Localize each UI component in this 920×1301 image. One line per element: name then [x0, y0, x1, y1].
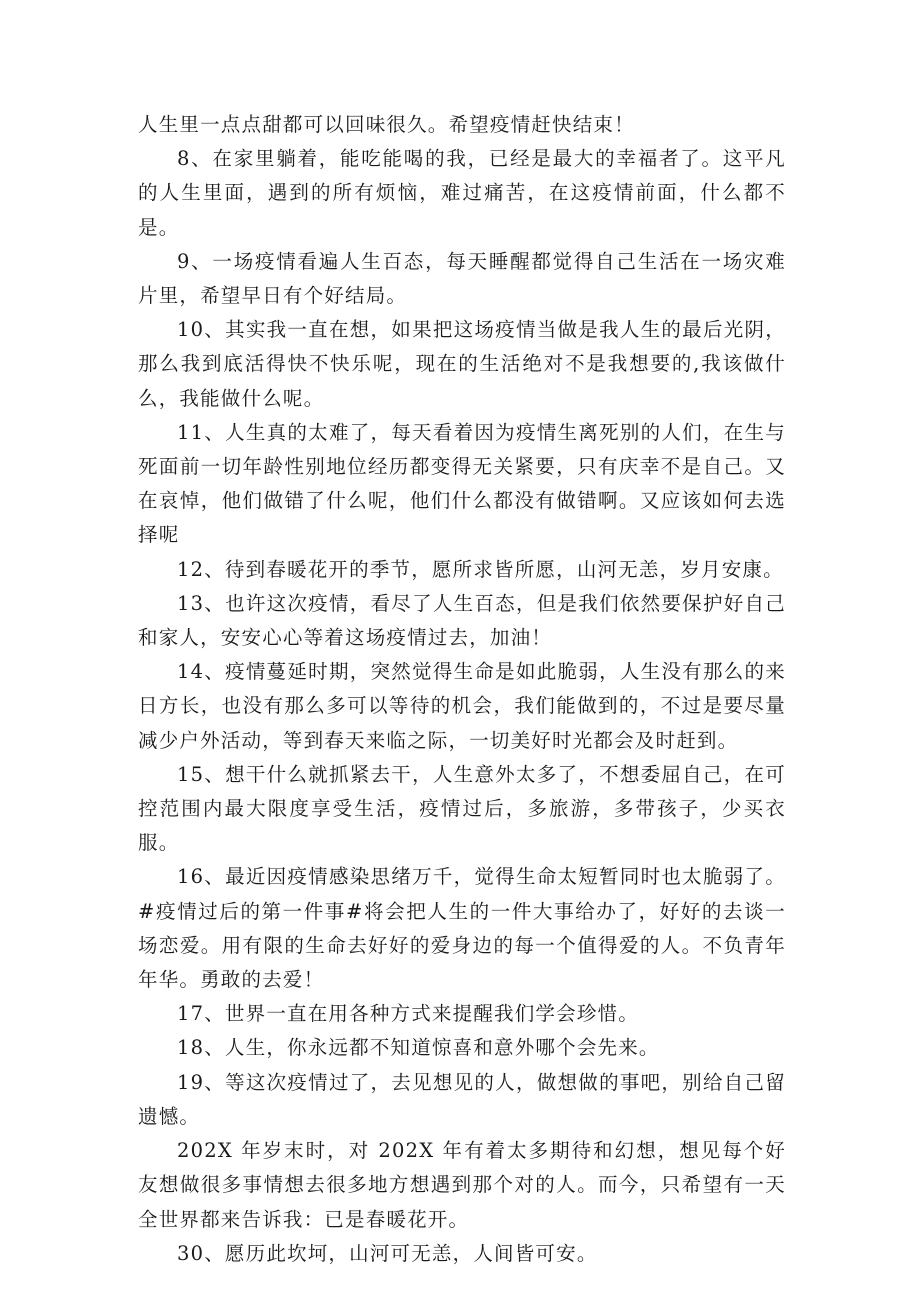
paragraph-17: 17、世界一直在用各种方式来提醒我们学会珍惜。 — [177, 1002, 639, 1026]
paragraph-15: 15、想干什么就抓紧去干，人生意外太多了，不想委屈自己，在可控范围内最大限度享受生活，疫情过后，多旅游，多带孩子，少买衣服。 — [138, 762, 786, 855]
paragraph-14: 14、疫情蔓延时期，突然觉得生命是如此脆弱，人生没有那么的来日方长，也没有那么多可以等待的机会，我们能做到的，不过是要尽量减少户外活动，等到春天来临之际，一切美好时光都会及时赶到。 — [138, 660, 786, 752]
paragraph-19: 19、等这次疫情过了，去见想见的人，做想做的事吧，别给自己留遗憾。 — [138, 1070, 786, 1128]
paragraph-9: 9、一场疫情看遍人生百态，每天睡醒都觉得自己生活在一场灾难片里，希望早日有个好结局。 — [138, 249, 786, 308]
paragraph-202x: 202X 年岁末时，对 202X 年有着太多期待和幻想，想见每个好友想做很多事情想去很多地方想遇到那个对的人。而今，只希望有一天全世界都来告诉我：已是春暖花开。 — [138, 1139, 786, 1231]
paragraph-18: 18、人生，你永远都不知道惊喜和意外哪个会先来。 — [177, 1036, 660, 1060]
paragraph-11: 11、人生真的太难了，每天看着因为疫情生离死别的人们，在生与死面前一切年龄性别地位经历都变得无关紧要，只有庆幸不是自己。又在哀悼，他们做错了什么呢，他们什么都没有做错啊。又应该如何去选择呢 — [138, 420, 786, 547]
paragraph-0: 人生里一点点甜都可以回味很久。希望疫情赶快结束！ — [138, 113, 635, 136]
paragraph-10: 10、其实我一直在想，如果把这场疫情当做是我人生的最后光阴，那么我到底活得快不快乐呢，现在的生活绝对不是我想要的,我该做什么，我能做什么呢。 — [138, 318, 786, 410]
paragraph-30: 30、愿历此坎坷，山河可无恙，人间皆可安。 — [177, 1241, 598, 1265]
paragraph-12: 12、待到春暖花开的季节，愿所求皆所愿，山河无恙，岁月安康。 — [177, 557, 784, 581]
paragraph-16: 16、最近因疫情感染思绪万千，觉得生命太短暂同时也太脆弱了。#疫情过后的第一件事#将会把人生的一件大事给办了，好好的去谈一场恋爱。用有限的生命去好好的爱身边的每一个值得爱的人。不负青年年华。勇敢的去爱！ — [138, 865, 786, 992]
paragraph-13: 13、也许这次疫情，看尽了人生百态，但是我们依然要保护好自己和家人，安安心心等着这场疫情过去，加油！ — [138, 591, 786, 650]
document-body — [138, 108, 786, 1271]
paragraph-8: 8、在家里躺着，能吃能喝的我，已经是最大的幸福者了。这平凡的人生里面，遇到的所有烦恼，难过痛苦，在这疫情前面，什么都不是。 — [138, 147, 786, 239]
